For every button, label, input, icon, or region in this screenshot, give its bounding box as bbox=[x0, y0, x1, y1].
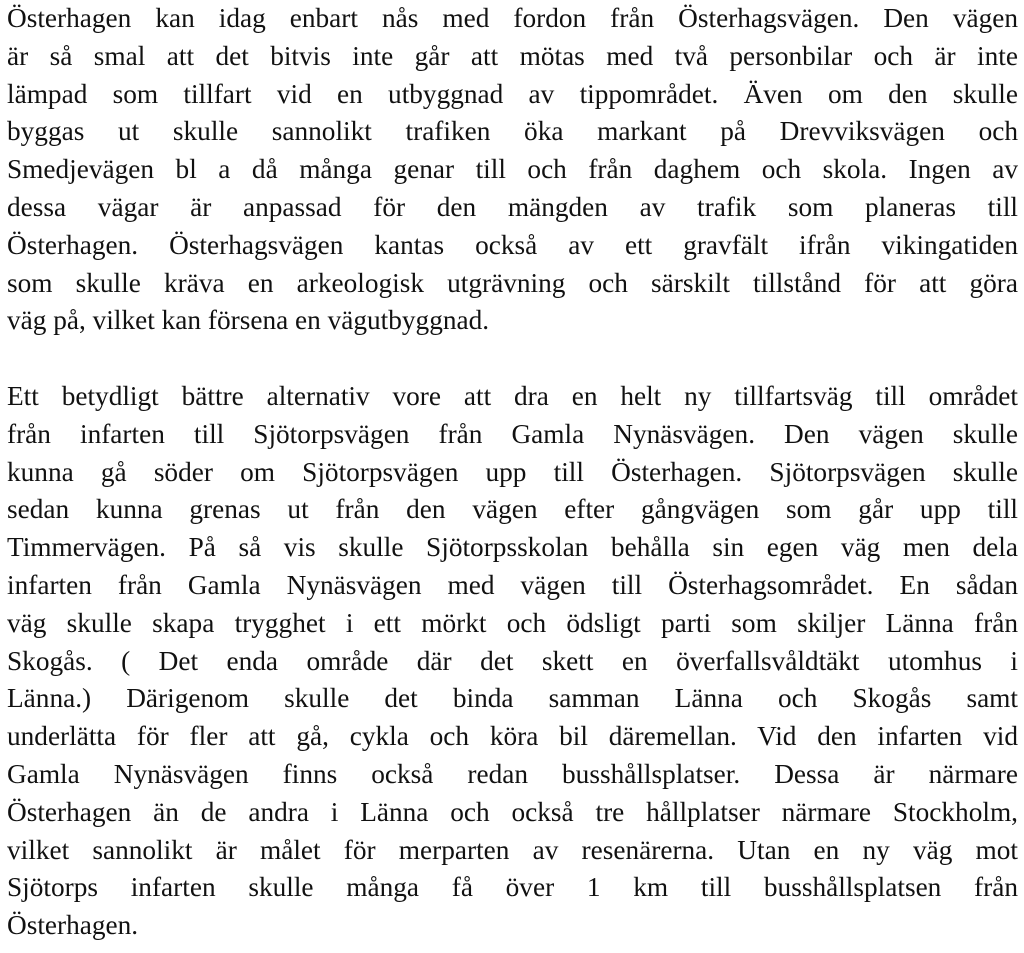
text-line: dessa vägar är anpassad för den mängden av trafik som planeras till bbox=[7, 191, 1018, 222]
text-line: Ett betydligt bättre alternativ vore att dra en helt ny tillfartsväg till området bbox=[7, 380, 1018, 411]
text-line: Österhagen kan idag enbart nås med fordon från Österhagsvägen. Den vägen bbox=[7, 3, 1018, 33]
text-line: Österhagen. Österhagsvägen kantas också av ett gravfält ifrån vikingatiden bbox=[7, 229, 1018, 260]
text-line: som skulle kräva en arkeologisk utgrävning och särskilt tillstånd för att göra bbox=[7, 267, 1018, 298]
text-line: från infarten till Sjötorpsvägen från Gamla Nynäsvägen. Den vägen skulle bbox=[7, 418, 1018, 449]
text-line: Länna.) Därigenom skulle det binda samman Länna och Skogås samt bbox=[7, 683, 1018, 714]
text-line: Gamla Nynäsvägen finns också redan busshållsplatser. Dessa är närmare bbox=[7, 758, 1018, 789]
paragraph-spacer bbox=[7, 340, 1018, 378]
text-line: vilket sannolikt är målet för merparten av resenärerna. Utan en ny väg mot bbox=[7, 834, 1018, 865]
text-line: Österhagen. bbox=[7, 910, 139, 941]
text-line: byggas ut skulle sannolikt trafiken öka markant på Drevviksvägen och bbox=[7, 116, 1018, 147]
paragraph-access-road-problems bbox=[7, 0, 1018, 340]
text-line: kunna gå söder om Sjötorpsvägen upp till Österhagen. Sjötorpsvägen skulle bbox=[7, 456, 1018, 487]
text-line: är så smal att det bitvis inte går att mötas med två personbilar och är inte bbox=[7, 40, 1018, 71]
text-line: Österhagen än de andra i Länna och också tre hållplatser närmare Stockholm, bbox=[7, 796, 1018, 827]
text-line: Smedjevägen bl a då många genar till och från daghem och skola. Ingen av bbox=[7, 154, 1018, 185]
paragraph-new-road-alternative bbox=[7, 378, 1018, 945]
text-line: sedan kunna grenas ut från den vägen efter gångvägen som går upp till bbox=[7, 494, 1018, 525]
text-line: Timmervägen. På så vis skulle Sjötorpsskolan behålla sin egen väg men dela bbox=[7, 532, 1018, 563]
text-line: lämpad som tillfart vid en utbyggnad av tippområdet. Även om den skulle bbox=[7, 78, 1018, 109]
text-line: väg på, vilket kan försena en vägutbyggnad. bbox=[7, 305, 490, 336]
text-line: infarten från Gamla Nynäsvägen med vägen till Österhagsområdet. En sådan bbox=[7, 569, 1018, 600]
text-line: väg skulle skapa trygghet i ett mörkt och ödsligt parti som skiljer Länna från bbox=[7, 607, 1018, 638]
text-line: Sjötorps infarten skulle många få över 1 km till busshållsplatsen från bbox=[7, 872, 1018, 903]
text-line: Skogås. ( Det enda område där det skett en överfallsvåldtäkt utomhus i bbox=[7, 645, 1018, 676]
text-line: underlätta för fler att gå, cykla och köra bil däremellan. Vid den infarten vid bbox=[7, 721, 1018, 752]
